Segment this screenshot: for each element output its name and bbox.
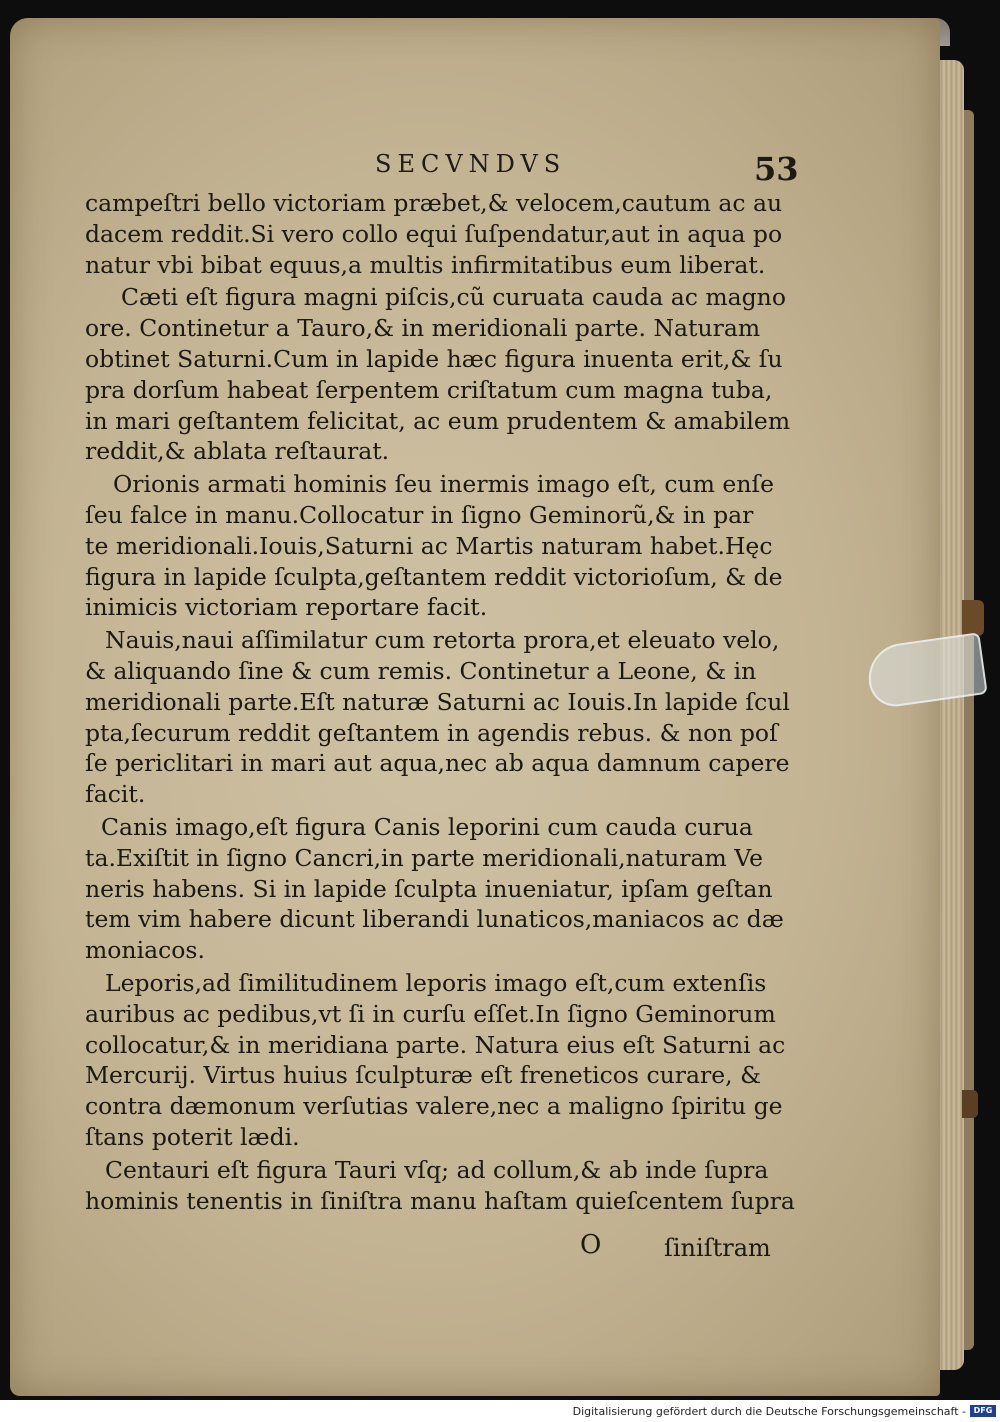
text-line: collocatur,& in meridiana parte. Natura eius eſt Saturni ac	[85, 1030, 786, 1059]
text-line: inimicis victoriam reportare facit.	[85, 593, 488, 622]
footer-bar	[0, 1400, 1000, 1422]
bookmark-tab	[962, 600, 984, 636]
text-line: Orionis armati hominis ſeu inermis imago eſt, cum enſe	[113, 470, 775, 499]
text-line: hominis tenentis in ſiniſtra manu haſtam quieſcentem ſupra	[85, 1186, 795, 1215]
text-line: facit.	[85, 780, 146, 809]
text-line: Mercurij. Virtus huius ſculpturæ eſt freneticos curare, &	[85, 1061, 762, 1090]
dfg-logo-icon: DFG	[970, 1405, 996, 1417]
text-line: auribus ac pedibus,vt ſi in curſu eſſet.In ſigno Geminorum	[85, 999, 776, 1028]
text-line: pra dorſum habeat ſerpentem criſtatum cum magna tuba,	[85, 375, 773, 404]
text-line: meridionali parte.Eſt naturæ Saturni ac Iouis.In lapide ſcul	[85, 687, 790, 716]
body-text	[85, 188, 800, 1216]
text-line: in mari geſtantem felicitat, ac eum prudentem & amabilem	[85, 406, 791, 435]
running-head: SECVNDVS	[375, 150, 567, 178]
text-line: campeſtri bello victoriam præbet,& velocem,cautum ac au	[85, 189, 783, 217]
text-line: ſeu falce in manu.Collocatur in ſigno Geminorũ,& in par	[85, 500, 754, 529]
text-line: Nauis,naui aſſimilatur cum retorta prora,et eleuato velo,	[105, 626, 780, 655]
text-line: Leporis,ad ſimilitudinem leporis imago eſt,cum extenſis	[105, 968, 767, 997]
folio-number: 53	[754, 150, 799, 188]
text-line: contra dæmonum verſutias valere,nec a maligno ſpiritu ge	[85, 1092, 783, 1121]
text-line: obtinet Saturni.Cum in lapide hæc figura inuenta erit,& ſu	[85, 344, 783, 373]
text-line: ſtans poterit lædi.	[85, 1122, 300, 1151]
text-line: Canis imago,eſt figura Canis leporini cum cauda curua	[101, 812, 753, 841]
bookmark-tab-lower	[962, 1090, 978, 1118]
text-line: figura in lapide ſculpta,geſtantem reddit victorioſum, & de	[85, 562, 783, 591]
text-line: pta,ſecurum reddit geſtantem in agendis rebus. & non poſ	[85, 718, 778, 747]
text-line: ſe periclitari in mari aut aqua,nec ab aqua damnum capere	[85, 749, 790, 778]
text-line: ta.Exiſtit in ſigno Cancri,in parte meridionali,naturam Ve	[85, 843, 764, 872]
text-line: reddit,& ablata reſtaurat.	[85, 437, 390, 466]
text-line: Cæti eſt figura magni piſcis,cũ curuata cauda ac magno	[121, 283, 786, 312]
text-line: tem vim habere dicunt liberandi lunaticos,maniacos ac dæ	[85, 905, 784, 934]
signature-mark: O	[580, 1230, 602, 1260]
text-line: Centauri eſt figura Tauri vſq; ad collum,& ab inde ſupra	[105, 1155, 769, 1184]
text-line: neris habens. Si in lapide ſculpta inueniatur, ipſam geſtan	[85, 874, 773, 903]
text-line: dacem reddit.Si vero collo equi ſuſpendatur,aut in aqua po	[85, 219, 783, 248]
text-line: natur vbi bibat equus,a multis infirmitatibus eum liberat.	[85, 250, 766, 279]
book-cover-edge	[964, 110, 974, 1350]
text-line: te meridionali.Iouis,Saturni ac Martis naturam habet.Hęc	[85, 531, 773, 560]
text-line: moniacos.	[85, 936, 205, 965]
funding-credit: Digitalisierung gefördert durch die Deutsche Forschungsgemeinschaft -	[572, 1405, 966, 1418]
text-line: ore. Continetur a Tauro,& in meridionali parte. Naturam	[85, 314, 761, 343]
text-line: & aliquando ſine & cum remis. Continetur a Leone, & in	[85, 656, 757, 685]
catchword: ſiniſtram	[664, 1234, 771, 1262]
